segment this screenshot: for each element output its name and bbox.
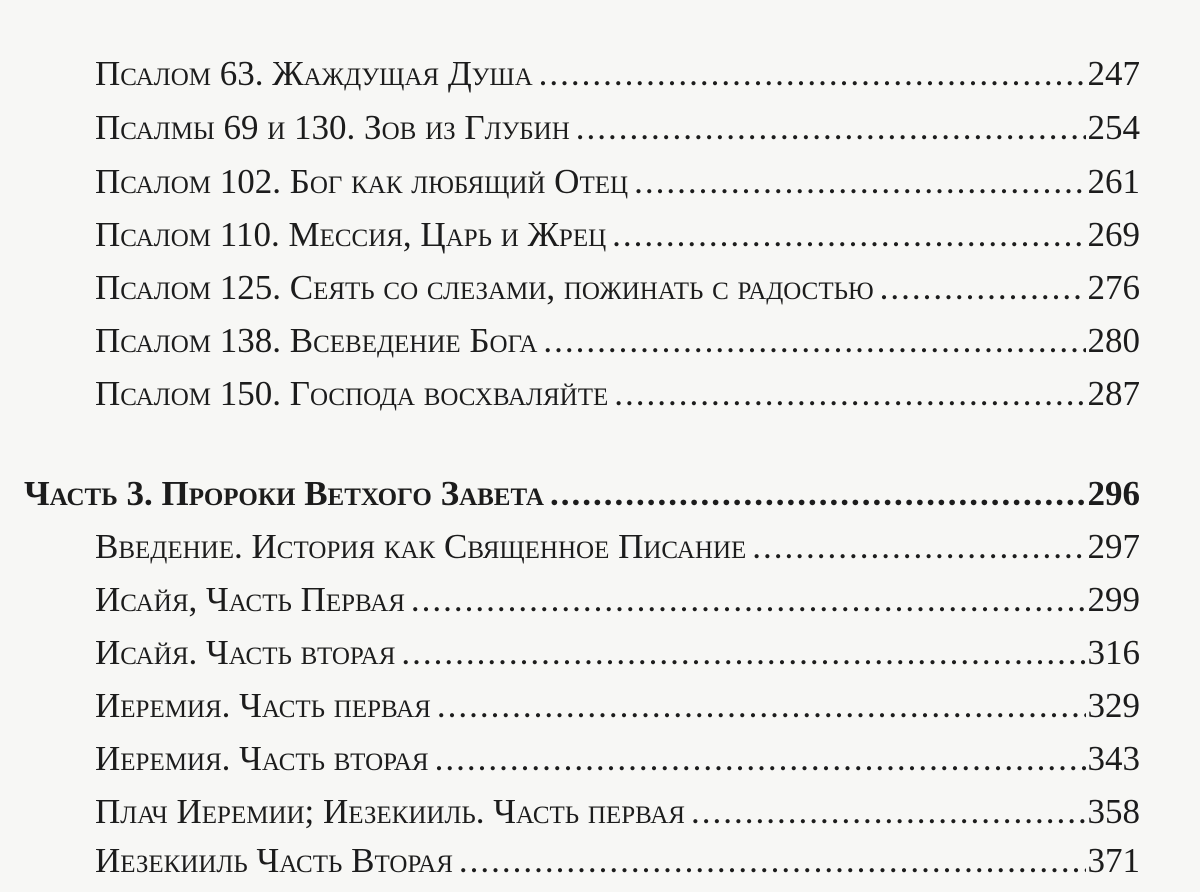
toc-entry-page: 247 — [1087, 54, 1140, 93]
dot-leader — [435, 732, 1086, 786]
dot-leader — [543, 314, 1085, 368]
toc-entry-page: 299 — [1087, 580, 1140, 619]
toc-entry-title: Иеремия. Часть первая — [95, 686, 431, 725]
toc-entry-page: 343 — [1087, 739, 1140, 778]
toc-entry[interactable] — [95, 732, 1140, 786]
toc-entry[interactable] — [95, 47, 1140, 101]
dot-leader — [634, 155, 1085, 209]
toc-entry[interactable] — [95, 101, 1140, 155]
toc-entry-page: 254 — [1087, 108, 1140, 147]
dot-leader — [614, 367, 1085, 421]
toc-entry-title: Иеремия. Часть вторая — [95, 739, 429, 778]
toc-entry-title: Псалом 138. Всеведение Бога — [95, 321, 538, 360]
dot-leader — [437, 679, 1086, 733]
toc-entry-page: 261 — [1087, 162, 1140, 201]
part-heading-page: 296 — [1087, 474, 1140, 513]
toc-entry-title: Псалом 63. Жаждущая Душа — [95, 54, 533, 93]
toc-entry-page: 371 — [1087, 841, 1140, 880]
toc-entry-page: 358 — [1087, 792, 1140, 831]
toc-entry[interactable] — [95, 679, 1140, 733]
toc-entry[interactable] — [95, 367, 1140, 421]
dot-leader — [459, 834, 1086, 888]
toc-entry-page: 297 — [1087, 527, 1140, 566]
toc-entry-page: 316 — [1087, 633, 1140, 672]
toc-entry-title: Псалмы 69 и 130. Зов из Глубин — [95, 108, 570, 147]
toc-entry[interactable] — [95, 261, 1140, 315]
toc-entry-title: Плач Иеремии; Иезекииль. Часть первая — [95, 792, 685, 831]
dot-leader — [880, 261, 1086, 315]
toc-entry[interactable] — [95, 520, 1140, 574]
toc-entry-page: 276 — [1087, 268, 1140, 307]
dot-leader — [411, 573, 1086, 627]
toc-entry-title: Исайя, Часть Первая — [95, 580, 405, 619]
toc-entry-title: Псалом 102. Бог как любящий Отец — [95, 162, 629, 201]
toc-entry[interactable] — [95, 573, 1140, 627]
toc-entry[interactable] — [95, 626, 1140, 680]
dot-leader — [612, 208, 1085, 262]
dot-leader — [550, 467, 1086, 521]
toc-entry-page: 329 — [1087, 686, 1140, 725]
toc-entry-title: Псалом 150. Господа восхваляйте — [95, 374, 609, 413]
toc-part-heading[interactable] — [24, 467, 1140, 521]
toc-entry-title: Псалом 110. Мессия, Царь и Жрец — [95, 215, 607, 254]
toc-entry-title: Введение. История как Священное Писание — [95, 527, 747, 566]
toc-entry[interactable] — [95, 208, 1140, 262]
dot-leader — [401, 626, 1085, 680]
toc-entry[interactable] — [95, 314, 1140, 368]
dot-leader — [691, 785, 1086, 839]
toc-entry-page: 280 — [1087, 321, 1140, 360]
toc-entry-title: Исайя. Часть вторая — [95, 633, 396, 672]
dot-leader — [576, 101, 1086, 155]
dot-leader — [752, 520, 1085, 574]
toc-entry[interactable] — [95, 834, 1140, 888]
toc-entry-title: Псалом 125. Сеять со слезами, пожинать с радостью — [95, 268, 874, 307]
toc-entry-page: 269 — [1087, 215, 1140, 254]
toc-entry-page: 287 — [1087, 374, 1140, 413]
toc-entry-title: Иезекииль Часть Вторая — [95, 841, 453, 880]
part-heading-title: Часть 3. Пророки Ветхого Завета — [24, 474, 544, 513]
dot-leader — [539, 47, 1086, 101]
toc-entry[interactable] — [95, 155, 1140, 209]
toc-entry[interactable] — [95, 785, 1140, 839]
